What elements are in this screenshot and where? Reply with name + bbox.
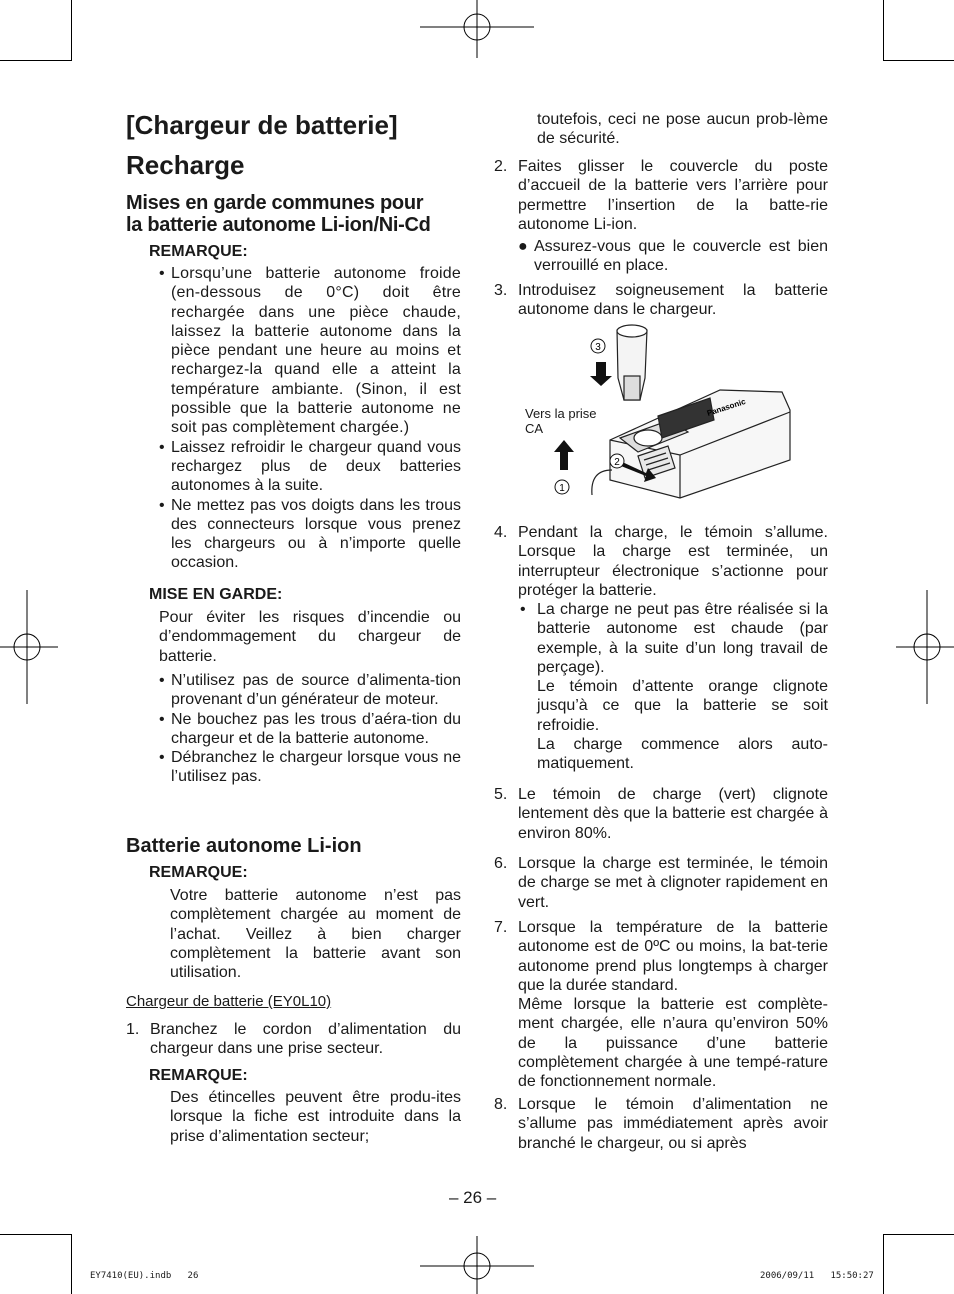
step-4: 4. Pendant la charge, le témoin s’allume. Lorsque la charge est terminée, un interrupteur électronique s’actionne pour protéger la batterie. [494, 524, 828, 599]
list-item: • Débranchez le chargeur lorsque vous ne l’utilisez pas. [159, 749, 461, 786]
figure-label-ac: Vers la prise CA [525, 406, 597, 436]
callout-2: 2 [614, 457, 620, 468]
page-number: – 26 – [449, 1188, 497, 1207]
step-1-remark-text: Des étincelles peuvent être produ-ites lorsque la fiche est introduite dans la prise d’alimentation secteur; [170, 1089, 461, 1145]
caution-bullet-list [159, 671, 461, 787]
section-title: Recharge [126, 150, 245, 180]
continued-text: toutefois, ceci ne pose aucun prob-lème de sécurité. [537, 111, 828, 148]
remark-label-li-ion: REMARQUE: [149, 864, 248, 881]
list-item: • Ne bouchez pas les trous d’aéra-tion du chargeur et de la batterie autonome. [159, 710, 461, 747]
charger-illustration [520, 320, 800, 500]
section-heading-mises-en-garde: Mises en garde communes pour la batterie autonome Li-ion/Ni-Cd [126, 192, 431, 236]
list-item: • Laissez refroidir le chargeur quand vous rechargez plus de deux batteries autonomes à la suite. [159, 438, 461, 495]
li-ion-remark-text: Votre batterie autonome n’est pas complètement chargée au moment de l’achat. Veillez à bien charger complètement la batterie avant son utilisation. [170, 887, 461, 982]
step-3: 3. Introduisez soigneusement la batterie autonome dans le chargeur. [494, 282, 828, 319]
step-8: 8. Lorsque le témoin d’alimentation ne s’allume pas immédiatement après avoir branché le chargeur, ou si après [494, 1096, 828, 1152]
step-2: 2. Faites glisser le couvercle du poste d’accueil de la batterie vers l’arrière pour permettre l’insertion de la batte-rie autonome Li-ion. [494, 158, 828, 233]
remark-bullet-list [159, 264, 461, 573]
section-heading-li-ion: Batterie autonome Li-ion [126, 835, 362, 857]
callout-3: 3 [595, 342, 601, 353]
remark-label: REMARQUE: [149, 243, 248, 260]
step-7: 7. Lorsque la température de la batterie autonome est de 0ºC ou moins, la bat-terie autonome prend plus longtemps à charger que la durée standard. Même lorsque la batterie est complète-ment chargée, elle n’aura qu’environ 50% de la puissance d’une batterie complètement chargée à une tempé-rature de fonctionnement normale. [494, 919, 828, 1091]
list-item: • Lorsqu’une batterie autonome froide (en-dessous de 0°C) doit être rechargée dans une pièce chaude, laissez la batterie autonome dans la pièce pendant une heure au moins et rechargez-la quand elle a atteint la température ambiante. (Sinon, il est possible que la batterie autonome ne soit pas complètement chargée.) [159, 265, 461, 437]
list-item: • N’utilisez pas de source d’alimenta-tion provenant d’un générateur de moteur. [159, 672, 461, 709]
footer-file: EY7410(EU).indb 26 [90, 1271, 199, 1281]
step-1-remark-label: REMARQUE: [149, 1067, 248, 1084]
callout-1: 1 [559, 483, 565, 494]
list-item: • Ne mettez pas vos doigts dans les trous des connecteurs lorsque vous prenez les chargeurs ou à n’importe quelle occasion. [159, 496, 461, 572]
footer-timestamp: 2006/09/11 15:50:27 [760, 1271, 874, 1281]
caution-text: Pour éviter les risques d’incendie ou d’endommagement du chargeur de batterie. [159, 609, 461, 665]
charger-model-label: Chargeur de batterie (EY0L10) [126, 993, 332, 1010]
brand-label: Panasonic [705, 396, 747, 418]
step-1: 1. Branchez le cordon d’alimentation du chargeur dans une prise secteur. [126, 1021, 461, 1058]
step-2-bullet: ● Assurez-vous que le couvercle est bien verrouillé en place. [518, 238, 828, 275]
step-5: 5. Le témoin de charge (vert) clignote lentement dès que la batterie est chargée à environ 80%. [494, 786, 828, 842]
caution-label: MISE EN GARDE: [149, 586, 283, 603]
page-title: [Chargeur de batterie] [126, 110, 398, 140]
step-6: 6. Lorsque la charge est terminée, le témoin de charge se met à clignoter rapidement en vert. [494, 855, 828, 911]
step-4-bullet: • La charge ne peut pas être réalisée si la batterie autonome est chaude (par exemple, à la suite d’un long travail de perçage). Le témoin d’attente orange clignote jusqu’à ce que la batterie se soit refroidie. La charge commence alors auto-matiquement. [520, 601, 828, 773]
